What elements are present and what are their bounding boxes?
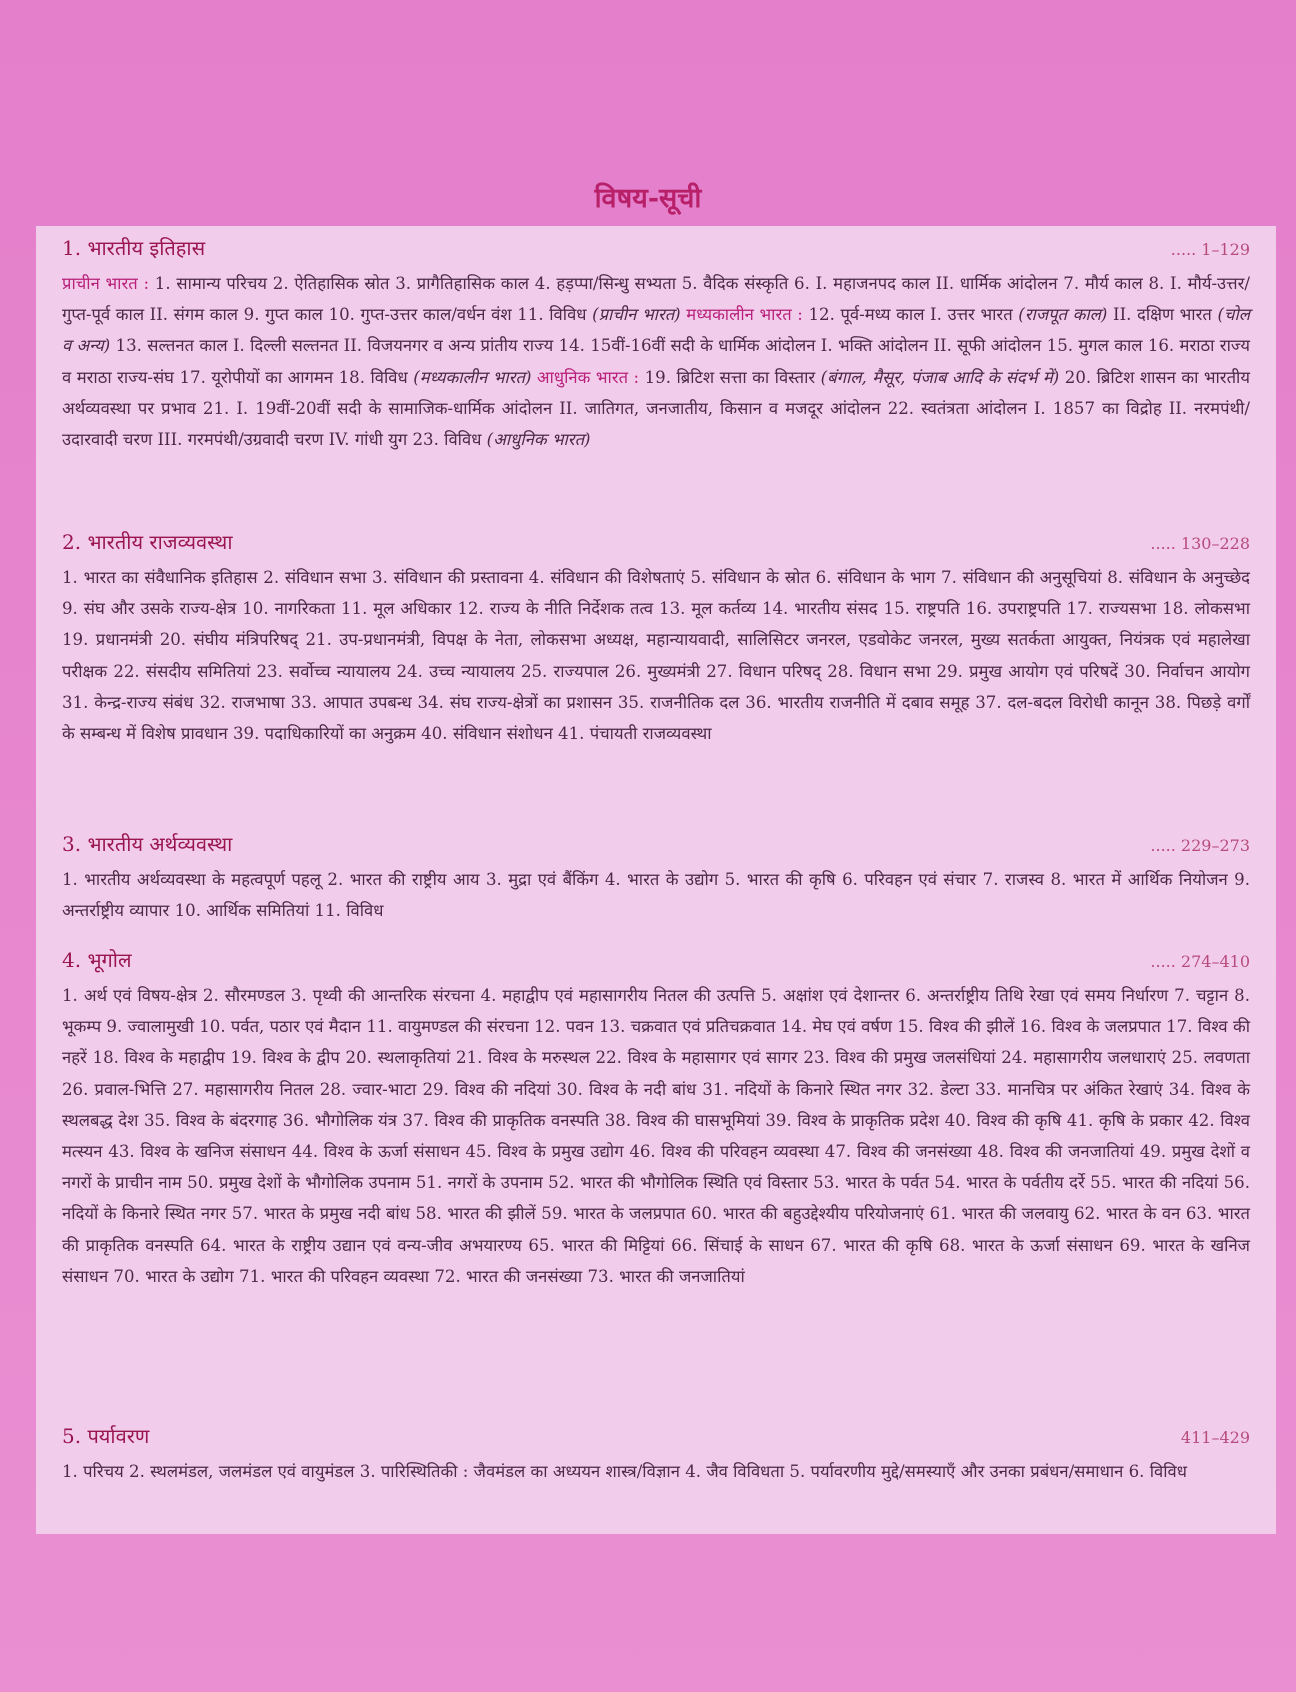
page-title: विषय-सूची (594, 183, 702, 214)
section-title: 2. भारतीय राजव्यवस्था (62, 530, 233, 554)
page-range: ..... 229–273 (1150, 836, 1250, 855)
section-geography (62, 946, 1250, 1292)
topic-list-text: 1. अर्थ एवं विषय-क्षेत्र 2. सौरमण्डल 3. पृथ्वी की आन्तरिक संरचना 4. महाद्वीप एवं महासागरीय नितल की उत्पत्ति 5. अक्षांश एवं देशान्तर 6. अन्तर्राष्ट्रीय तिथि रेखा एवं समय निर्धारण 7. चट्टान 8. भूकम्प 9. ज्वालामुखी 10. पर्वत, पठार एवं मैदान 11. वायुमण्डल की संरचना 12. पवन 13. चक्रवात एवं प्रतिचक्रवात 14. मेघ एवं वर्षण 15. विश्व की झीलें 16. विश्व के जलप्रपात 17. विश्व की नहरें 18. विश्व के महाद्वीप 19. विश्व के द्वीप 20. स्थलाकृतियां 21. विश्व के मरुस्थल 22. विश्व के महासागर एवं सागर 23. विश्व की प्रमुख जलसंधियां 24. महासागरीय जलधाराएं 25. लवणता 26. प्रवाल-भित्ति 27. महासागरीय नितल 28. ज्वार-भाटा 29. विश्व की नदियां 30. विश्व के नदी बांध 31. नदियों के किनारे स्थित नगर 32. डेल्टा 33. मानचित्र पर अंकित रेखाएं 34. विश्व के स्थलबद्ध देश 35. विश्व के बंदरगाह 36. भौगोलिक यंत्र 37. विश्व की प्राकृतिक वनस्पति 38. विश्व की घासभूमियां 39. विश्व के प्राकृतिक प्रदेश 40. विश्व की कृषि 41. कृषि के प्रकार 42. विश्व मत्स्यन 43. विश्व के खनिज संसाधन 44. विश्व के ऊर्जा संसाधन 45. विश्व के प्रमुख उद्योग 46. विश्व की परिवहन व्यवस्था 47. विश्व की जनसंख्या 48. विश्व की जनजातियां 49. प्रमुख देशों व नगरों के प्राचीन नाम 50. प्रमुख देशों के भौगोलिक उपनाम 51. नगरों के उपनाम 52. भारत की भौगोलिक स्थिति एवं विस्तार 53. भारत के पर्वत 54. भारत के पर्वतीय दर्रे 55. भारत की नदियां 56. नदियों के किनारे स्थित नगर 57. भारत के प्रमुख नदी बांध 58. भारत की झीलें 59. भारत के जलप्रपात 60. भारत की बहुउद्देश्यीय परियोजनाएं 61. भारत की जलवायु 62. भारत के वन 63. भारत की प्राकृतिक वनस्पति 64. भारत के राष्ट्रीय उद्यान एवं वन्य-जीव अभयारण्य 65. भारत की मिट्टियां 66. सिंचाई के साधन 67. भारत की कृषि 68. भारत के ऊर्जा संसाधन 69. भारत के खनिज संसाधन 70. भारत के उद्योग 71. भारत की परिवहन व्यवस्था 72. भारत की जनसंख्या 73. भारत की जनजातियां (62, 986, 1250, 1286)
page-range: ..... 274–410 (1150, 952, 1250, 971)
section-header (62, 234, 1250, 268)
topic-list-text: 13. सल्तनत काल I. दिल्ली सल्तनत II. विजयनगर व अन्य प्रांतीय राज्य 14. 15वीं-16वीं सदी के धार्मिक आंदोलन I. भक्ति आंदोलन II. सूफी आंदोलन 15. मुगल काल 16. मराठा राज्य व मराठा राज्य-संघ 17. यूरोपीयों का आगमन 18. विविध (62, 336, 1251, 387)
section-body (62, 268, 1250, 455)
italic-note: (प्राचीन भारत) (592, 305, 681, 325)
section-title: 5. पर्यावरण (62, 1424, 150, 1448)
section-header (62, 528, 1250, 562)
page-range: ..... 1–129 (1170, 240, 1250, 259)
section-header (62, 946, 1250, 980)
section-body (62, 864, 1250, 926)
italic-note: (आधुनिक भारत) (486, 430, 591, 450)
italic-note: (मध्यकालीन भारत) (413, 367, 532, 387)
section-history (62, 234, 1250, 455)
section-body (62, 1456, 1250, 1487)
page-range: ..... 130–228 (1150, 534, 1250, 553)
period-label: मध्यकालीन भारत : (686, 305, 809, 325)
section-header (62, 830, 1250, 864)
topic-list-text: 19. ब्रिटिश सत्ता का विस्तार (644, 367, 821, 387)
section-header (62, 1422, 1250, 1456)
italic-note: (बंगाल, मैसूर, पंजाब आदि के संदर्भ में) (820, 367, 1060, 387)
topic-list-text: 1. सामान्य परिचय 2. ऐतिहासिक स्रोत 3. प्रागैतिहासिक काल 4. हड़प्पा/सिन्धु सभ्यता 5. वैदिक संस्कृति 6. I. महाजनपद काल II. धार्मिक आंदोलन 7. मौर्य काल 8. I. मौर्य-उत्तर/गुप्त-पूर्व काल II. संगम काल 9. गुप्त काल 10. गुप्त-उत्तर काल/वर्धन वंश 11. विविध (62, 274, 1250, 325)
section-body (62, 562, 1250, 749)
topic-list-text: 20. ब्रिटिश शासन का भारतीय अर्थव्यवस्था पर प्रभाव 21. I. 19वीं-20वीं सदी के सामाजिक-धार्मिक आंदोलन II. जातिगत, जनजातीय, किसान व मजदूर आंदोलन 22. स्वतंत्रता आंदोलन I. 1857 का विद्रोह II. नरमपंथी/उदारवादी चरण III. गरमपंथी/उग्रवादी चरण IV. गांधी युग 23. विविध (62, 367, 1250, 450)
period-label: आधुनिक भारत : (536, 367, 645, 387)
section-environment (62, 1422, 1250, 1487)
period-label: प्राचीन भारत : (62, 274, 155, 293)
section-economy (62, 830, 1250, 926)
topic-list-text: 1. भारतीय अर्थव्यवस्था के महत्वपूर्ण पहलू 2. भारत की राष्ट्रीय आय 3. मुद्रा एवं बैंकिंग 4. भारत के उद्योग 5. भारत की कृषि 6. परिवहन एवं संचार 7. राजस्व 8. भारत में आर्थिक नियोजन 9. अन्तर्राष्ट्रीय व्यापार 10. आर्थिक समितियां 11. विविध (62, 870, 1250, 921)
topic-list-text: 1. परिचय 2. स्थलमंडल, जलमंडल एवं वायुमंडल 3. पारिस्थितिकी : जैवमंडल का अध्ययन शास्त्र/विज्ञान 4. जैव विविधता 5. पर्यावरणीय मुद्दे/समस्याएँ और उनका प्रबंधन/समाधान 6. विविध (62, 1462, 1187, 1481)
section-polity (62, 528, 1250, 749)
italic-note: (राजपूत काल) (1018, 305, 1108, 325)
section-title: 3. भारतीय अर्थव्यवस्था (62, 832, 233, 856)
section-title: 4. भूगोल (62, 948, 132, 972)
topic-list-text: II. दक्षिण भारत (1107, 305, 1218, 325)
section-title: 1. भारतीय इतिहास (62, 236, 206, 260)
page-range: 411–429 (1180, 1428, 1250, 1447)
italic-note: (चोल व अन्य) (62, 305, 1250, 356)
section-body (62, 980, 1250, 1292)
topic-list-text: 12. पूर्व-मध्य काल I. उत्तर भारत (808, 305, 1019, 325)
contents-panel (36, 226, 1276, 1534)
topic-list-text: 1. भारत का संवैधानिक इतिहास 2. संविधान सभा 3. संविधान की प्रस्तावना 4. संविधान की विशेषताएं 5. संविधान के स्रोत 6. संविधान के भाग 7. संविधान की अनुसूचियां 8. संविधान के अनुच्छेद 9. संघ और उसके राज्य-क्षेत्र 10. नागरिकता 11. मूल अधिकार 12. राज्य के नीति निर्देशक तत्व 13. मूल कर्तव्य 14. भारतीय संसद 15. राष्ट्रपति 16. उपराष्ट्रपति 17. राज्यसभा 18. लोकसभा 19. प्रधानमंत्री 20. संघीय मंत्रिपरिषद् 21. उप-प्रधानमंत्री, विपक्ष के नेता, लोकसभा अध्यक्ष, महान्यायवादी, सालिसिटर जनरल, एडवोकेट जनरल, मुख्य सतर्कता आयुक्त, नियंत्रक एवं महालेखा परीक्षक 22. संसदीय समितियां 23. सर्वोच्च न्यायालय 24. उच्च न्यायालय 25. राज्यपाल 26. मुख्यमंत्री 27. विधान परिषद् 28. विधान सभा 29. प्रमुख आयोग एवं परिषदें 30. निर्वाचन आयोग 31. केन्द्र-राज्य संबंध 32. राजभाषा 33. आपात उपबन्ध 34. संघ राज्य-क्षेत्रों का प्रशासन 35. राजनीतिक दल 36. भारतीय राजनीति में दबाव समूह 37. दल-बदल विरोधी कानून 38. पिछड़े वर्गों के सम्बन्ध में विशेष प्रावधान 39. पदाधिकारियों का अनुक्रम 40. संविधान संशोधन 41. पंचायती राजव्यवस्था (62, 568, 1250, 744)
